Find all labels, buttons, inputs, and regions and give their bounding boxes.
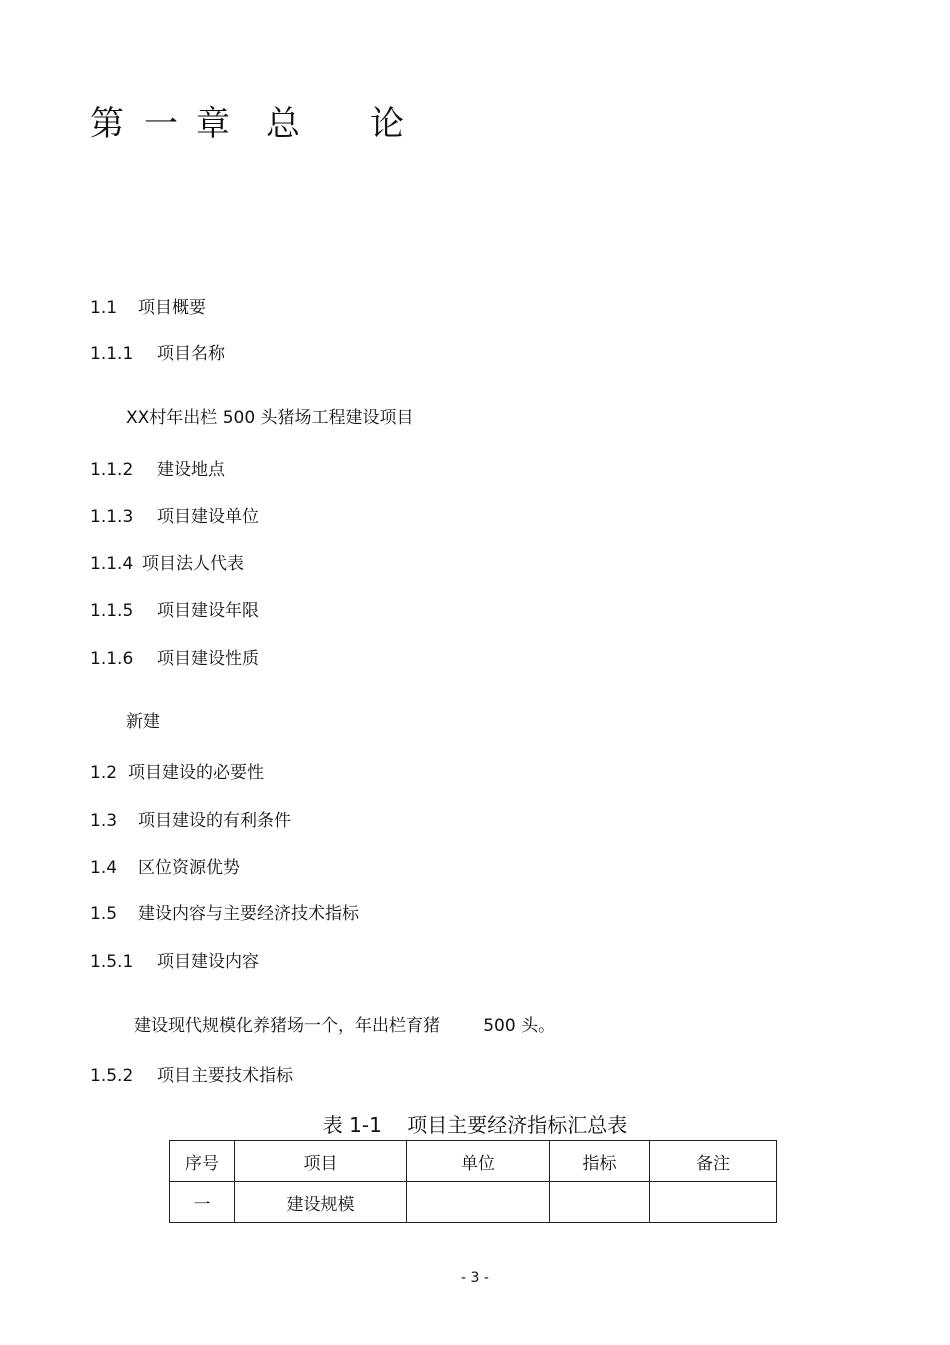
section-heading <box>90 553 244 575</box>
section-number: 1.5.1 <box>90 952 134 972</box>
section-number: 1.1 <box>90 298 118 318</box>
table-header-cell: 单位 <box>407 1141 550 1182</box>
table-cell <box>650 1182 777 1223</box>
section-title: 项目名称 <box>157 344 225 364</box>
section-title: 项目建设年限 <box>157 601 259 621</box>
section-number: 1.1.2 <box>90 460 134 480</box>
section-title: 项目建设性质 <box>157 649 259 669</box>
body-text: 新建 <box>126 712 160 732</box>
section-heading <box>90 951 259 973</box>
section-number: 1.2 <box>90 763 118 783</box>
table-cell <box>407 1182 550 1223</box>
chapter-char: 总 <box>266 104 300 144</box>
section-title: 项目法人代表 <box>142 554 244 574</box>
table-header-cell: 备注 <box>650 1141 777 1182</box>
section-number: 1.1.4 <box>90 554 134 574</box>
table-cell: 一 <box>170 1182 235 1223</box>
section-number: 1.3 <box>90 811 118 831</box>
table-header-row <box>170 1141 777 1182</box>
section-heading <box>90 343 225 365</box>
table-caption: 表 1-1 项目主要经济指标汇总表 <box>322 1113 628 1137</box>
section-heading <box>90 600 259 622</box>
table-header-cell: 序号 <box>170 1141 235 1182</box>
chapter-char: 论 <box>370 104 404 144</box>
section-number: 1.1.3 <box>90 507 134 527</box>
section-heading <box>90 857 240 879</box>
section-number: 1.5.2 <box>90 1066 134 1086</box>
section-title: 项目主要技术指标 <box>157 1066 293 1086</box>
section-title: 项目建设的必要性 <box>128 763 264 783</box>
chapter-char: 第 <box>90 104 124 144</box>
section-title: 区位资源优势 <box>138 858 240 878</box>
section-heading <box>90 810 291 832</box>
section-title: 项目建设内容 <box>157 952 259 972</box>
section-heading <box>90 648 259 670</box>
section-heading <box>90 903 359 925</box>
table-cell <box>550 1182 650 1223</box>
section-number: 1.4 <box>90 858 118 878</box>
section-title: 建设内容与主要经济技术指标 <box>138 904 359 924</box>
body-text: XX村年出栏 500 头猪场工程建设项目 <box>126 408 414 428</box>
section-number: 1.1.5 <box>90 601 134 621</box>
section-number: 1.1.1 <box>90 344 134 364</box>
section-heading <box>90 762 264 784</box>
table-header-cell: 项目 <box>235 1141 407 1182</box>
section-title: 建设地点 <box>157 460 225 480</box>
section-title: 项目建设单位 <box>157 507 259 527</box>
page-number: - 3 - <box>461 1270 489 1286</box>
summary-table <box>169 1140 777 1223</box>
table-header-cell: 指标 <box>550 1141 650 1182</box>
section-title: 项目建设的有利条件 <box>138 811 291 831</box>
section-number: 1.1.6 <box>90 649 134 669</box>
chapter-char: 章 <box>196 104 230 144</box>
section-heading <box>90 297 206 319</box>
table-cell: 建设规模 <box>235 1182 407 1223</box>
section-title: 项目概要 <box>138 298 206 318</box>
section-number: 1.5 <box>90 904 118 924</box>
body-text: 建设现代规模化养猪场一个，年出栏育猪 500 头。 <box>134 1016 556 1036</box>
chapter-char: 一 <box>144 104 178 144</box>
section-heading <box>90 506 259 528</box>
table-row <box>170 1182 777 1223</box>
section-heading <box>90 1065 293 1087</box>
section-heading <box>90 459 225 481</box>
